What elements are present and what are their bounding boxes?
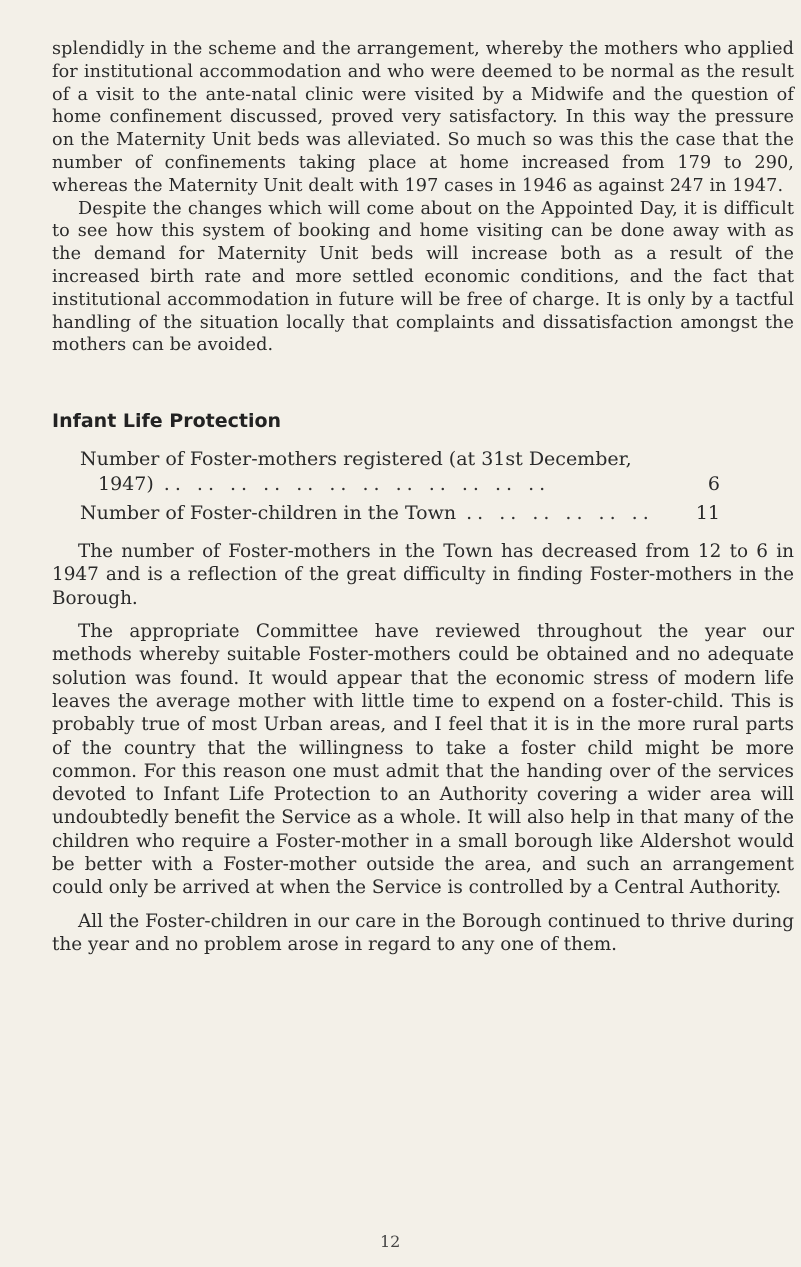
page-number: 12 [380,1232,401,1251]
stat-foster-mothers [80,447,720,497]
paragraph-decrease: The number of Foster-mothers in the Town has decreased from 12 to 6 in 1947 and is a reflection of the great difficulty in finding Foster-mothers in the Borough. [52,541,794,609]
stat-label-continued: 1947) [98,473,154,496]
dot-leader: .. .. .. .. .. .. .. .. .. .. .. .. [163,473,551,496]
stat-value: 11 [695,502,720,525]
paragraph-committee-review: The appropriate Committee have reviewed throughout the year our methods whereby suitable Foster-mothers could be obtained and no adequate solution was found. It would appear that the economic stress of modern life leaves the average mother with little time to expend on a foster-child. This is probably true of most Urban areas, and I feel that it is in the more rural parts of the country that the willingness to take a foster child might be more common. For this reason one must admit that the handing over of the services devoted to Infant Life Protection to an Authority covering a wider area will undoubtedly benefit the Service as a whole. It will also help in that many of the children who require a Foster-mother in a small borough like Aldershot would be better with a Foster-mother outside the area, and such an arrangement could only be arrived at when the Service is controlled by a Central Authority. [52,621,794,899]
stat-label: Number of Foster-children in the Town [80,502,457,525]
stat-value: 6 [707,473,720,496]
paragraph-booking-scheme: splendidly in the scheme and the arrangement, whereby the mothers who applied for institutional accommodation and who were deemed to be normal as the result of a visit to the ante-natal clinic were visited by a Midwife and the question of home confinement discussed, proved very satisfactory. In this way the pressure on the Maternity Unit beds was alleviated. So much so was this the case that the number of confinements taking place at home increased from 179 to 290, whereas the Maternity Unit dealt with 197 cases in 1946 as against 247 in 1947. [52,39,794,196]
statistics-list [52,447,720,526]
dot-leader: .. .. .. .. .. .. [466,502,654,525]
maternity-section [52,38,794,357]
stat-label: Number of Foster-mothers registered (at 31st December, [80,448,632,471]
stat-foster-children [80,501,720,526]
document-page [52,38,794,956]
paragraph-foster-children-thrive: All the Foster-children in our care in the Borough continued to thrive during the year and no problem arose in regard to any one of them. [52,910,794,955]
infant-life-protection-section [52,540,794,956]
paragraph-appointed-day: Despite the changes which will come about on the Appointed Day, it is difficult to see how this system of booking and home visiting can be done away with as the demand for Maternity Unit beds will increase both as a result of the increased birth rate and more settled economic conditions, and the fact that institutional accommodation in future will be free of charge. It is only by a tactful handling of the situation locally that complaints and dissatisfaction amongst the mothers can be avoided. [52,198,794,356]
section-heading-infant-life-protection: Infant Life Protection [52,410,282,433]
